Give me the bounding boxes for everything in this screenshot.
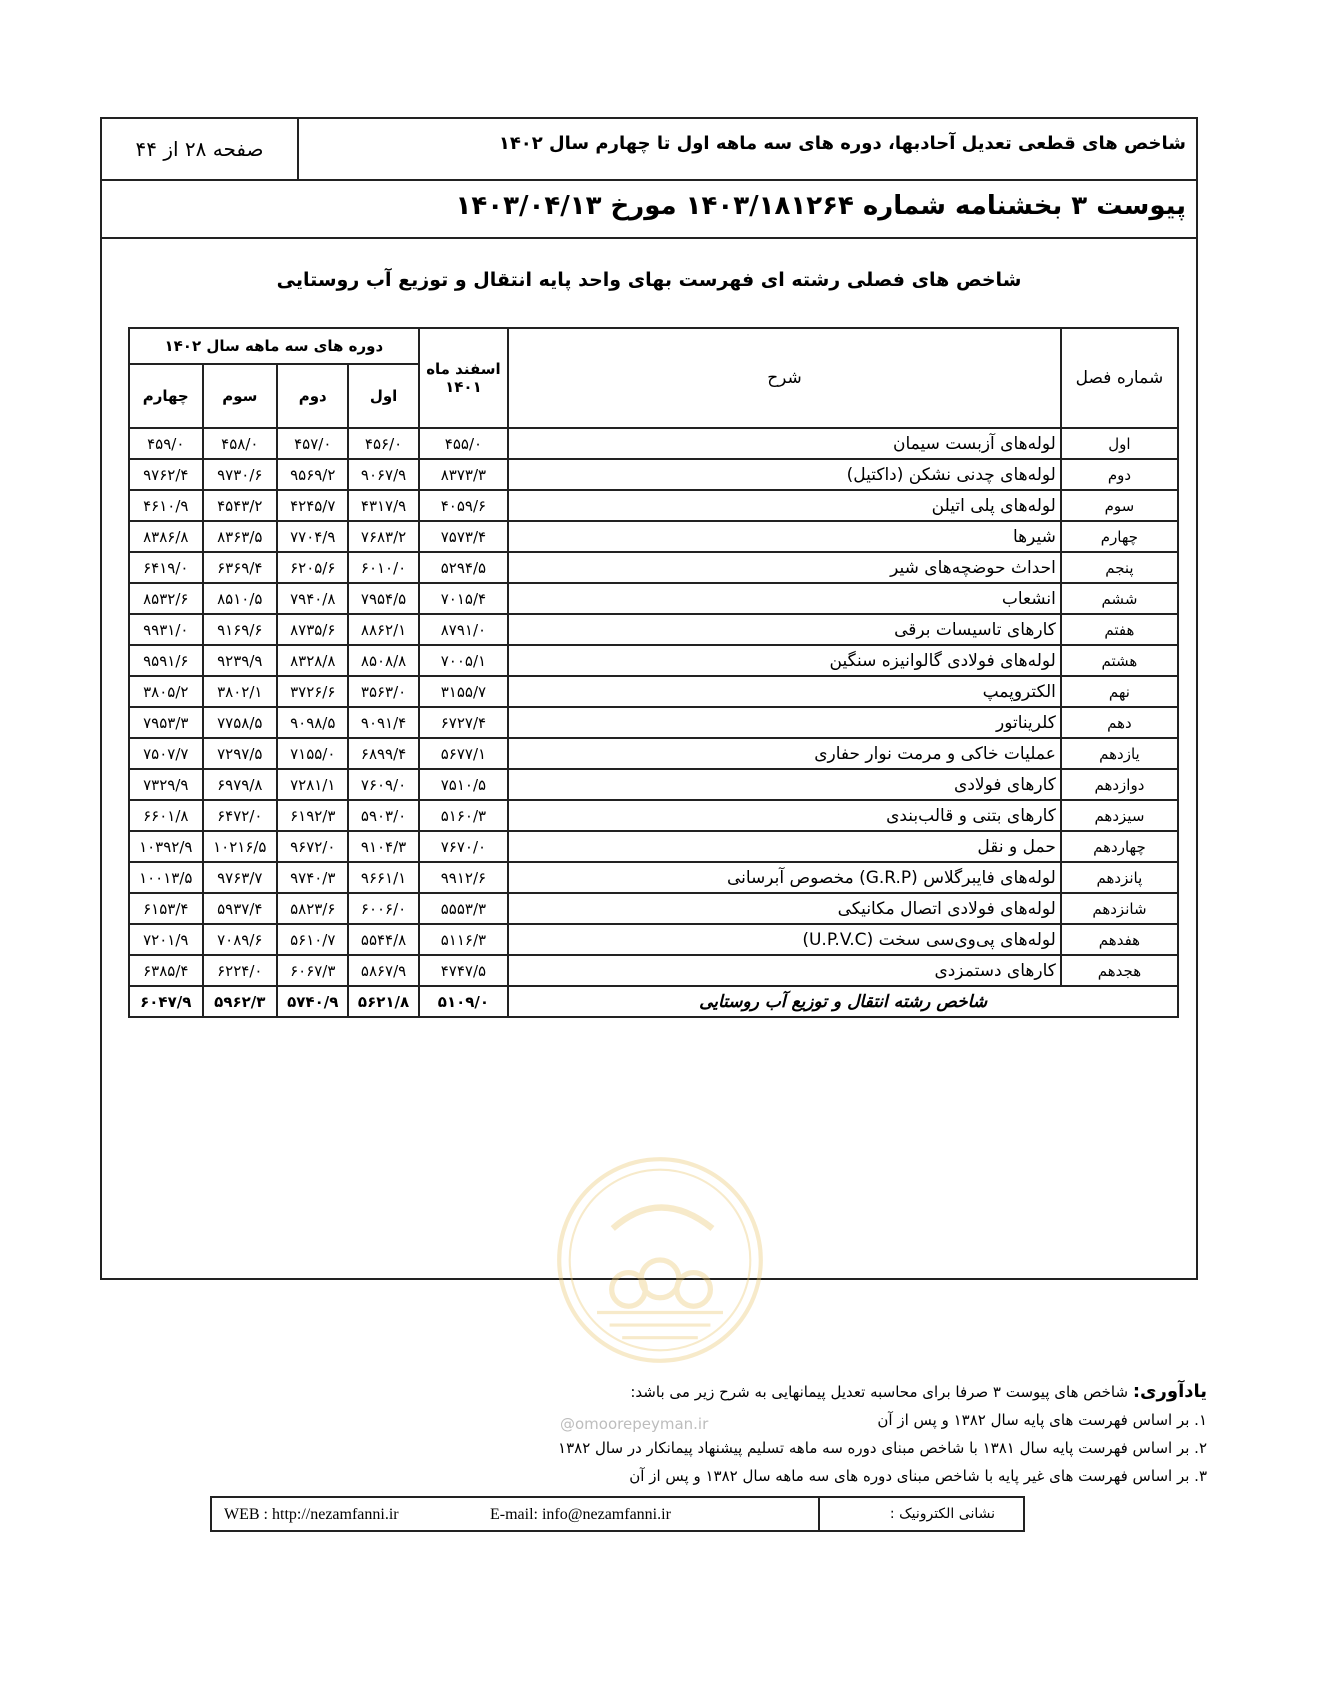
q2-value-cell: ۸۷۳۵/۶	[277, 614, 348, 645]
section-title: شاخص های فصلی رشته ای فهرست بهای واحد پایه انتقال و توزیع آب روستایی	[276, 269, 1022, 291]
q2-value-cell: ۴۵۷/۰	[277, 428, 348, 459]
q4-value-cell: ۷۵۰۷/۷	[129, 738, 203, 769]
description-cell: لوله‌های آزبست سیمان	[508, 428, 1061, 459]
q2-value-cell: ۹۵۶۹/۲	[277, 459, 348, 490]
q1-value-cell: ۶۰۰۶/۰	[348, 893, 418, 924]
description-cell: انشعاب	[508, 583, 1061, 614]
q2-value-cell: ۷۷۰۴/۹	[277, 521, 348, 552]
chapter-cell: یازدهم	[1061, 738, 1178, 769]
q3-value-cell: ۶۲۲۴/۰	[203, 955, 278, 986]
q4-value-cell: ۴۶۱۰/۹	[129, 490, 203, 521]
table-row	[129, 459, 1178, 490]
table-row	[129, 645, 1178, 676]
chapter-cell: دهم	[1061, 707, 1178, 738]
document-frame	[100, 117, 1198, 1280]
q2-value-cell: ۶۰۶۷/۳	[277, 955, 348, 986]
q3-value-cell: ۶۹۷۹/۸	[203, 769, 278, 800]
q1-value-cell: ۹۱۰۴/۳	[348, 831, 418, 862]
chapter-cell: دوازدهم	[1061, 769, 1178, 800]
table-row	[129, 583, 1178, 614]
q1-value-cell: ۵۹۰۳/۰	[348, 800, 418, 831]
notes-intro: شاخص های پیوست ۳ صرفا برای محاسبه تعدیل پیمانهایی به شرح زیر می باشد:	[630, 1383, 1129, 1401]
q4-value-cell: ۹۵۹۱/۶	[129, 645, 203, 676]
esfand-value-cell: ۶۷۲۷/۴	[419, 707, 508, 738]
description-cell: لوله‌های پی‌وی‌سی سخت (U.P.V.C)	[508, 924, 1061, 955]
chapter-cell: سیزدهم	[1061, 800, 1178, 831]
esfand-value-cell: ۵۲۹۴/۵	[419, 552, 508, 583]
q1-value-cell: ۸۵۰۸/۸	[348, 645, 418, 676]
esfand-value-cell: ۸۳۷۳/۳	[419, 459, 508, 490]
esfand-value-cell: ۷۵۷۳/۴	[419, 521, 508, 552]
col-esfand-line2: ۱۴۰۱	[445, 378, 482, 396]
q2-value-cell: ۵۸۲۳/۶	[277, 893, 348, 924]
q2-value-cell: ۶۲۰۵/۶	[277, 552, 348, 583]
q1-value-cell: ۷۶۸۳/۲	[348, 521, 418, 552]
q2-value-cell: ۷۲۸۱/۱	[277, 769, 348, 800]
chapter-cell: ششم	[1061, 583, 1178, 614]
q3-value-cell: ۸۵۱۰/۵	[203, 583, 278, 614]
q3-value-cell: ۴۵۴۳/۲	[203, 490, 278, 521]
total-description-cell: شاخص رشته انتقال و توزیع آب روستایی	[508, 986, 1178, 1017]
q4-value-cell: ۷۳۲۹/۹	[129, 769, 203, 800]
q1-value-cell: ۶۸۹۹/۴	[348, 738, 418, 769]
description-cell: کارهای فولادی	[508, 769, 1061, 800]
q4-value-cell: ۳۸۰۵/۲	[129, 676, 203, 707]
total-esfand-cell: ۵۱۰۹/۰	[419, 986, 508, 1017]
description-cell: احداث حوضچه‌های شیر	[508, 552, 1061, 583]
total-row	[129, 986, 1178, 1017]
q4-value-cell: ۹۷۶۲/۴	[129, 459, 203, 490]
esfand-value-cell: ۷۶۷۰/۰	[419, 831, 508, 862]
q4-value-cell: ۱۰۰۱۳/۵	[129, 862, 203, 893]
esfand-value-cell: ۷۰۱۵/۴	[419, 583, 508, 614]
table-row	[129, 428, 1178, 459]
q3-value-cell: ۷۲۹۷/۵	[203, 738, 278, 769]
q2-value-cell: ۷۹۴۰/۸	[277, 583, 348, 614]
q4-value-cell: ۱۰۳۹۲/۹	[129, 831, 203, 862]
site-watermark-text: @omoorepeyman.ir	[560, 1415, 709, 1433]
q2-value-cell: ۶۱۹۲/۳	[277, 800, 348, 831]
q1-value-cell: ۸۸۶۲/۱	[348, 614, 418, 645]
table-row	[129, 738, 1178, 769]
description-cell: کارهای دستمزدی	[508, 955, 1061, 986]
chapter-cell: چهاردهم	[1061, 831, 1178, 862]
chapter-cell: هجدهم	[1061, 955, 1178, 986]
table-row	[129, 831, 1178, 862]
q2-value-cell: ۷۱۵۵/۰	[277, 738, 348, 769]
chapter-cell: پنجم	[1061, 552, 1178, 583]
watermark-seal-icon	[555, 1155, 765, 1365]
q2-value-cell: ۳۷۲۶/۶	[277, 676, 348, 707]
q4-value-cell: ۶۶۰۱/۸	[129, 800, 203, 831]
description-cell: لوله‌های پلی اتیلن	[508, 490, 1061, 521]
description-cell: کارهای بتنی و قالب‌بندی	[508, 800, 1061, 831]
description-cell: لوله‌های فولادی گالوانیزه سنگین	[508, 645, 1061, 676]
q4-value-cell: ۹۹۳۱/۰	[129, 614, 203, 645]
q3-value-cell: ۵۹۳۷/۴	[203, 893, 278, 924]
col-q2-header: دوم	[277, 364, 348, 428]
esfand-value-cell: ۷۰۰۵/۱	[419, 645, 508, 676]
q1-value-cell: ۴۳۱۷/۹	[348, 490, 418, 521]
q1-value-cell: ۷۹۵۴/۵	[348, 583, 418, 614]
q3-value-cell: ۷۷۵۸/۵	[203, 707, 278, 738]
description-cell: لوله‌های چدنی نشکن (داکتیل)	[508, 459, 1061, 490]
q3-value-cell: ۹۲۳۹/۹	[203, 645, 278, 676]
col-q3-header: سوم	[203, 364, 278, 428]
q2-value-cell: ۸۳۲۸/۸	[277, 645, 348, 676]
chapter-cell: سوم	[1061, 490, 1178, 521]
q3-value-cell: ۱۰۲۱۶/۵	[203, 831, 278, 862]
esfand-value-cell: ۴۷۴۷/۵	[419, 955, 508, 986]
q2-value-cell: ۴۲۴۵/۷	[277, 490, 348, 521]
q4-value-cell: ۶۳۸۵/۴	[129, 955, 203, 986]
q1-value-cell: ۳۵۶۳/۰	[348, 676, 418, 707]
description-cell: شیرها	[508, 521, 1061, 552]
esfand-value-cell: ۴۰۵۹/۶	[419, 490, 508, 521]
q1-value-cell: ۴۵۶/۰	[348, 428, 418, 459]
q2-value-cell: ۹۷۴۰/۳	[277, 862, 348, 893]
esfand-value-cell: ۸۷۹۱/۰	[419, 614, 508, 645]
chapter-cell: پانزدهم	[1061, 862, 1178, 893]
footer-email-link[interactable]: E-mail: info@nezamfanni.ir	[490, 1506, 671, 1523]
note-item: ۳. بر اساس فهرست های غیر پایه با شاخص مبنای دوره های سه ماهه سال ۱۳۸۲ و پس از آن	[629, 1467, 1207, 1485]
col-chapter-header: شماره فصل	[1061, 328, 1178, 428]
description-cell: کلریناتور	[508, 707, 1061, 738]
table-row	[129, 707, 1178, 738]
q3-value-cell: ۶۴۷۲/۰	[203, 800, 278, 831]
col-q1-header: اول	[348, 364, 418, 428]
q1-value-cell: ۷۶۰۹/۰	[348, 769, 418, 800]
description-cell: عملیات خاکی و مرمت نوار حفاری	[508, 738, 1061, 769]
total-q3-cell: ۵۹۶۲/۳	[203, 986, 278, 1017]
q1-value-cell: ۵۸۶۷/۹	[348, 955, 418, 986]
footer-box	[210, 1496, 1025, 1532]
col-esfand-header	[419, 328, 508, 428]
document-title: شاخص های قطعی تعدیل آحادبها، دوره های سه ماهه اول تا چهارم سال ۱۴۰۲	[498, 133, 1186, 154]
q3-value-cell: ۹۷۶۳/۷	[203, 862, 278, 893]
q1-value-cell: ۵۵۴۴/۸	[348, 924, 418, 955]
table-row	[129, 893, 1178, 924]
total-q1-cell: ۵۶۲۱/۸	[348, 986, 418, 1017]
footer-web-link[interactable]: WEB : http://nezamfanni.ir	[224, 1506, 399, 1523]
table-row	[129, 490, 1178, 521]
q3-value-cell: ۸۳۶۳/۵	[203, 521, 278, 552]
chapter-cell: هشتم	[1061, 645, 1178, 676]
table-row	[129, 552, 1178, 583]
q3-value-cell: ۳۸۰۲/۱	[203, 676, 278, 707]
total-q4-cell: ۶۰۴۷/۹	[129, 986, 203, 1017]
table-row	[129, 614, 1178, 645]
chapter-cell: هفدهم	[1061, 924, 1178, 955]
q4-value-cell: ۷۲۰۱/۹	[129, 924, 203, 955]
page-number: صفحه ۲۸ از ۴۴	[102, 119, 299, 179]
q4-value-cell: ۸۵۳۲/۶	[129, 583, 203, 614]
q1-value-cell: ۹۰۹۱/۴	[348, 707, 418, 738]
q4-value-cell: ۷۹۵۳/۳	[129, 707, 203, 738]
table-row	[129, 924, 1178, 955]
subtitle-row	[102, 181, 1196, 239]
description-cell: کارهای تاسیسات برقی	[508, 614, 1061, 645]
esfand-value-cell: ۳۱۵۵/۷	[419, 676, 508, 707]
table-row	[129, 955, 1178, 986]
esfand-value-cell: ۵۶۷۷/۱	[419, 738, 508, 769]
chapter-cell: شانزدهم	[1061, 893, 1178, 924]
chapter-cell: هفتم	[1061, 614, 1178, 645]
chapter-cell: اول	[1061, 428, 1178, 459]
q1-value-cell: ۶۰۱۰/۰	[348, 552, 418, 583]
col-q4-header: چهارم	[129, 364, 203, 428]
q2-value-cell: ۹۶۷۲/۰	[277, 831, 348, 862]
footer-label: نشانی الکترونیک :	[818, 1498, 1023, 1530]
q1-value-cell: ۹۶۶۱/۱	[348, 862, 418, 893]
table-row	[129, 521, 1178, 552]
description-cell: لوله‌های فایبرگلاس (G.R.P) مخصوص آبرسانی	[508, 862, 1061, 893]
header-row	[102, 119, 1196, 181]
table-row	[129, 769, 1178, 800]
col-esfand-line1: اسفند ماه	[426, 360, 501, 378]
q3-value-cell: ۷۰۸۹/۶	[203, 924, 278, 955]
esfand-value-cell: ۵۵۵۳/۳	[419, 893, 508, 924]
chapter-cell: چهارم	[1061, 521, 1178, 552]
q1-value-cell: ۹۰۶۷/۹	[348, 459, 418, 490]
esfand-value-cell: ۵۱۱۶/۳	[419, 924, 508, 955]
chapter-cell: نهم	[1061, 676, 1178, 707]
col-group-header: دوره های سه ماهه سال ۱۴۰۲	[129, 328, 419, 364]
q4-value-cell: ۶۱۵۳/۴	[129, 893, 203, 924]
col-desc-header: شرح	[508, 328, 1061, 428]
chapter-cell: دوم	[1061, 459, 1178, 490]
q2-value-cell: ۵۶۱۰/۷	[277, 924, 348, 955]
table-row	[129, 862, 1178, 893]
table-row	[129, 800, 1178, 831]
description-cell: حمل و نقل	[508, 831, 1061, 862]
q3-value-cell: ۹۷۳۰/۶	[203, 459, 278, 490]
note-item: ۱. بر اساس فهرست های پایه سال ۱۳۸۲ و پس از آن	[877, 1411, 1207, 1429]
description-cell: الکتروپمپ	[508, 676, 1061, 707]
index-table	[128, 327, 1179, 1018]
description-cell: لوله‌های فولادی اتصال مکانیکی	[508, 893, 1061, 924]
q4-value-cell: ۴۵۹/۰	[129, 428, 203, 459]
esfand-value-cell: ۴۵۵/۰	[419, 428, 508, 459]
notes-label: یادآوری:	[1132, 1381, 1207, 1402]
q4-value-cell: ۶۴۱۹/۰	[129, 552, 203, 583]
esfand-value-cell: ۵۱۶۰/۳	[419, 800, 508, 831]
q2-value-cell: ۹۰۹۸/۵	[277, 707, 348, 738]
esfand-value-cell: ۷۵۱۰/۵	[419, 769, 508, 800]
notes-section	[427, 1378, 1207, 1490]
q4-value-cell: ۸۳۸۶/۸	[129, 521, 203, 552]
document-subtitle: پیوست ۳ بخشنامه شماره ۱۴۰۳/۱۸۱۲۶۴ مورخ ۱۴۰۳/۰۴/۱۳	[455, 191, 1186, 221]
table-body	[129, 428, 1178, 1017]
notes-heading	[427, 1378, 1207, 1406]
esfand-value-cell: ۹۹۱۲/۶	[419, 862, 508, 893]
q3-value-cell: ۶۳۶۹/۴	[203, 552, 278, 583]
table-row	[129, 676, 1178, 707]
q3-value-cell: ۴۵۸/۰	[203, 428, 278, 459]
total-q2-cell: ۵۷۴۰/۹	[277, 986, 348, 1017]
q3-value-cell: ۹۱۶۹/۶	[203, 614, 278, 645]
note-item: ۲. بر اساس فهرست پایه سال ۱۳۸۱ با شاخص مبنای دوره سه ماهه تسلیم پیشنهاد پیمانکار در سال ۱۳۸۲	[558, 1439, 1207, 1457]
